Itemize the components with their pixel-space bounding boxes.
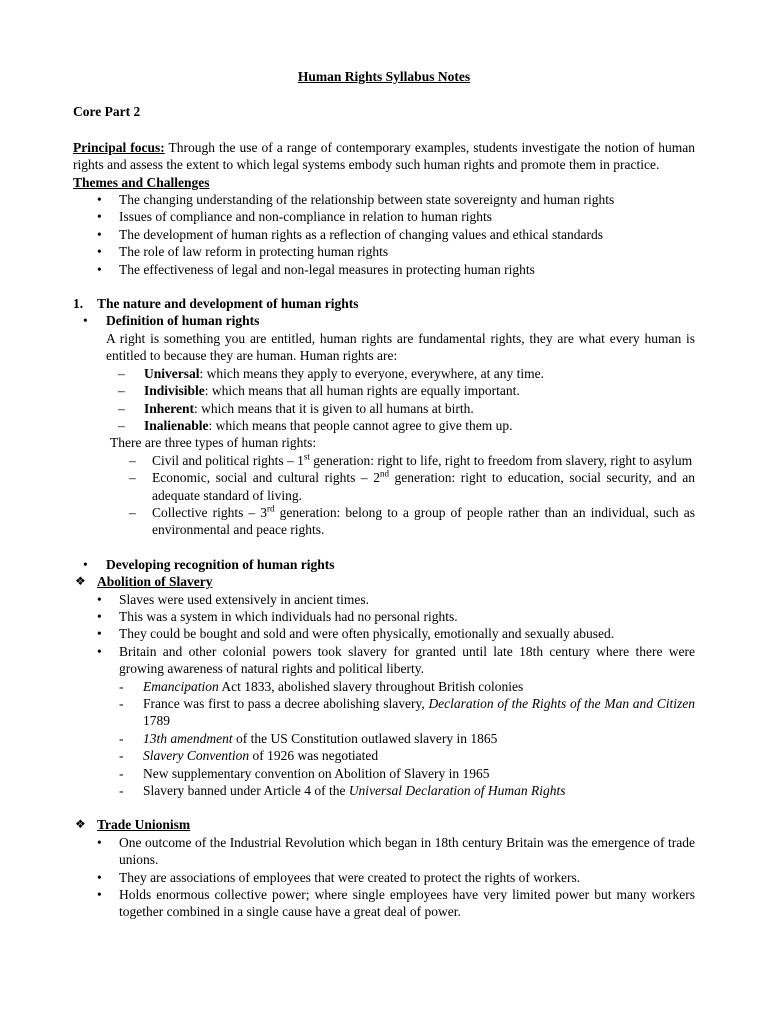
types-intro: There are three types of human rights:: [110, 435, 317, 451]
property-term: Universal: [144, 365, 200, 381]
list-item: • Britain and other colonial powers took slavery for granted until late 18th century where there were growing awareness of natural rights and political liberty.: [73, 643, 695, 678]
list-item: • The changing understanding of the relationship between state sovereignty and human rights: [73, 191, 695, 208]
list-item: • The development of human rights as a reflection of changing values and ethical standards: [73, 226, 695, 243]
property-term: Indivisible: [144, 383, 205, 399]
principal-focus-paragraph: [73, 139, 695, 174]
list-item: [73, 504, 695, 539]
event-italic: Slavery Convention: [143, 748, 250, 764]
spacer: [73, 799, 695, 816]
list-item: • Issues of compliance and non-compliance in relation to human rights: [73, 208, 695, 225]
list-item: • They are associations of employees that were created to protect the rights of workers.: [73, 869, 695, 886]
page-title: Human Rights Syllabus Notes: [297, 69, 471, 84]
trade-list: [73, 834, 695, 921]
properties-list: [73, 365, 695, 435]
core-part-heading: Core Part 2: [73, 104, 141, 120]
property-text: : which means that it is given to all humans at birth.: [194, 400, 474, 416]
ordinal-suffix: rd: [267, 503, 275, 514]
spacer: [73, 539, 695, 556]
event-text: France was first to pass a decree abolishing slavery,: [143, 696, 429, 711]
section-number: 1.: [73, 296, 84, 312]
slavery-events-list: [73, 678, 695, 800]
list-item: [73, 765, 695, 782]
list-item: • They could be bought and sold and were often physically, emotionally and sexually abused.: [73, 625, 695, 642]
property-text: : which means that people cannot agree to give them up.: [208, 417, 513, 433]
type-text: generation: right to life, right to freedom from slavery, right to asylum: [309, 452, 693, 468]
diamond-bullet-icon: ❖: [75, 817, 86, 832]
list-item: • Slaves were used extensively in ancient times.: [73, 591, 695, 608]
slavery-list: [73, 591, 695, 678]
property-term: Inherent: [144, 400, 195, 416]
list-item: [73, 730, 695, 747]
type-text: generation: right to education, social security, and an adequate standard of living.: [152, 470, 695, 503]
list-item: [73, 382, 695, 399]
section-heading: [73, 295, 695, 312]
ordinal-suffix: st: [303, 451, 310, 462]
trade-heading-text: Trade Unionism: [97, 817, 191, 833]
list-item: [73, 469, 695, 504]
type-text: Civil and political rights – 1: [152, 452, 304, 468]
diamond-bullet-icon: ❖: [75, 574, 86, 589]
list-item: [73, 678, 695, 695]
property-text: : which means that all human rights are equally important.: [204, 383, 520, 399]
list-item: • Holds enormous collective power; where single employees have very limited power but many workers together combined in a single cause have a great deal of power.: [73, 886, 695, 921]
event-text: New supplementary convention on Abolition of Slavery in 1965: [143, 765, 490, 781]
principal-focus-text: Through the use of a range of contemporary examples, students investigate the notion of human rights and assess the extent to which legal systems embody such human rights and promote them in practice.: [73, 139, 695, 173]
event-italic: 13th amendment: [143, 730, 233, 746]
list-item: [73, 417, 695, 434]
trade-heading: [73, 816, 695, 833]
list-item: [73, 400, 695, 417]
ordinal-suffix: nd: [379, 468, 389, 479]
type-text: Collective rights – 3: [152, 504, 268, 520]
type-text: generation: belong to a group of people rather than an individual, such as environmental and peace rights.: [152, 504, 695, 538]
event-text: Act 1833, abolished slavery throughout British colonies: [218, 678, 524, 694]
section-title: The nature and development of human rights: [97, 296, 359, 312]
type-text: Economic, social and cultural rights – 2: [152, 470, 380, 486]
property-text: : which means they apply to everyone, everywhere, at any time.: [199, 365, 545, 381]
event-italic: Universal Declaration of Human Rights: [348, 783, 566, 799]
list-item: • The role of law reform in protecting human rights: [73, 243, 695, 260]
slavery-heading: [73, 573, 695, 590]
list-item: [73, 747, 695, 764]
list-item: [73, 782, 695, 799]
list-item: [73, 365, 695, 382]
list-item: [73, 452, 695, 469]
event-italic: Declaration of the Rights of the Man and Citizen: [428, 696, 695, 711]
event-text: Slavery banned under Article 4 of the: [143, 783, 349, 799]
event-italic: Emancipation: [143, 678, 219, 694]
themes-heading: Themes and Challenges: [73, 174, 210, 190]
list-item: • This was a system in which individuals had no personal rights.: [73, 608, 695, 625]
event-text: 1789: [143, 713, 170, 729]
list-item: [73, 695, 695, 730]
list-item: • The effectiveness of legal and non-legal measures in protecting human rights: [73, 261, 695, 278]
event-text: of the US Constitution outlawed slavery in 1865: [232, 730, 498, 746]
event-text: of 1926 was negotiated: [249, 748, 379, 764]
types-list: [73, 452, 695, 539]
definition-intro: A right is something you are entitled, human rights are fundamental rights, they are what every human is entitled to because they are human. Human rights are:: [106, 330, 695, 364]
property-term: Inalienable: [144, 417, 209, 433]
themes-list: [73, 191, 695, 278]
list-item: • One outcome of the Industrial Revolution which began in 18th century Britain was the emergence of trade unions.: [73, 834, 695, 869]
slavery-heading-text: Abolition of Slavery: [97, 574, 213, 590]
definition-heading: • Definition of human rights: [73, 312, 695, 329]
recognition-heading: • Developing recognition of human rights: [73, 556, 695, 573]
principal-focus-label: Principal focus:: [73, 139, 165, 155]
